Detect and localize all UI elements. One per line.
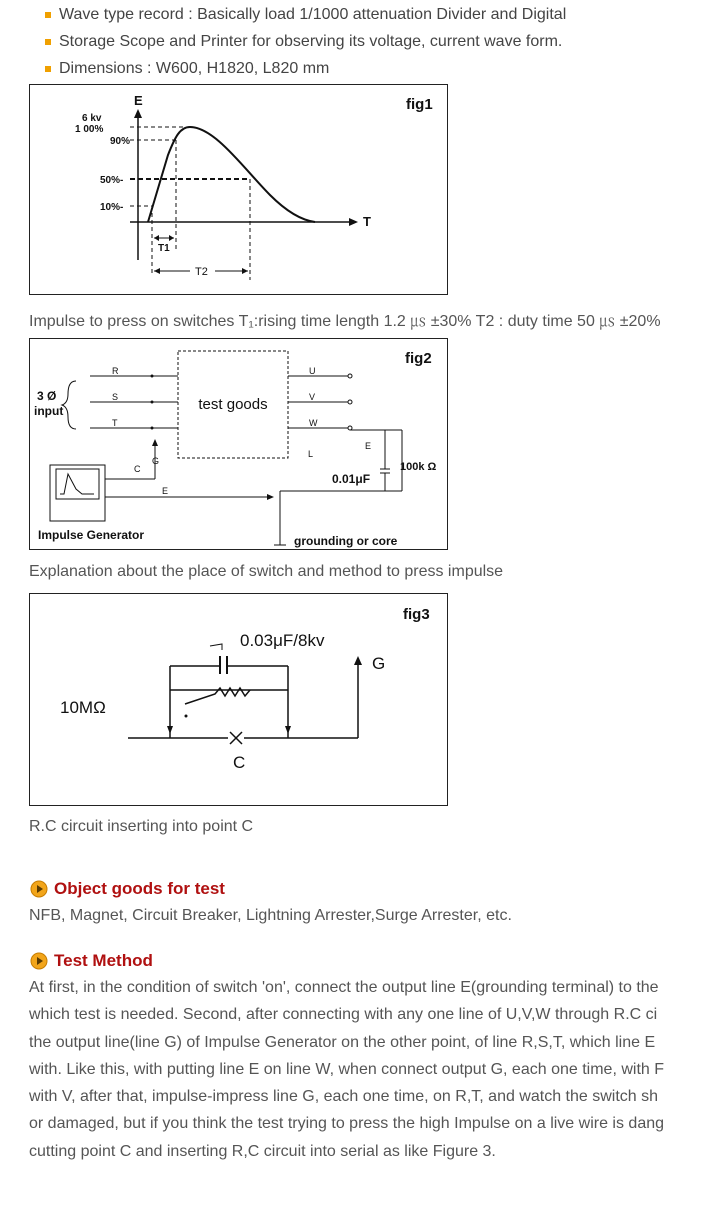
out-u-label: U bbox=[309, 366, 316, 376]
p90-label: 90% bbox=[110, 136, 131, 147]
axis-e-label: E bbox=[134, 93, 143, 108]
phase-label: 3 Ø bbox=[37, 389, 57, 403]
paragraph-line: with V, after that, impulse-impress line G, each one time, on R,T, and watch the switch sh bbox=[29, 1088, 659, 1106]
test-method-text bbox=[29, 974, 713, 1165]
c-label: C bbox=[233, 753, 246, 772]
test-method-heading bbox=[30, 951, 153, 971]
object-goods-heading bbox=[30, 879, 225, 899]
e-right-label: E bbox=[365, 441, 372, 451]
figure-tag: fig1 bbox=[406, 96, 433, 113]
input-label: input bbox=[34, 404, 64, 418]
g-label: G bbox=[152, 456, 160, 466]
ground-label: grounding or core bbox=[294, 534, 398, 548]
c-label: C bbox=[134, 464, 141, 474]
play-bullet-icon bbox=[30, 952, 48, 970]
t2-label: T2 bbox=[195, 266, 208, 278]
res-label: 100k Ω bbox=[400, 461, 437, 473]
figure-tag: fig3 bbox=[403, 606, 430, 623]
cap-label: 0.03μF/8kv bbox=[240, 631, 325, 650]
paragraph-line: the output line(line G) of Impulse Generator on the other point, of line R,S,T, which line E bbox=[29, 1033, 656, 1051]
figure-1-caption: Impulse to press on switches T₁:rising time length 1.2 ㎲ ±30% T2 : duty time 50 ㎲ ±20% bbox=[29, 313, 661, 330]
spec-item: Dimensions : W600, H1820, L820 mm bbox=[40, 58, 566, 85]
t1-label: T1 bbox=[158, 243, 170, 254]
waveform-diagram bbox=[30, 85, 447, 294]
spec-item: Wave type record : Basically load 1/1000 attenuation Divider and Digital bbox=[40, 4, 566, 31]
paragraph-line: At first, in the condition of switch 'on', connect the output line E(grounding terminal) to the bbox=[29, 979, 659, 996]
line-s-label: S bbox=[112, 392, 119, 402]
paragraph-line: cutting point C and inserting R,C circuit into serial as like Figure 3. bbox=[29, 1142, 496, 1160]
test-method-title: Test Method bbox=[54, 951, 153, 970]
out-l-label: L bbox=[308, 449, 314, 459]
res-label: 10MΩ bbox=[60, 698, 106, 717]
cap-label: 0.01μF bbox=[332, 472, 371, 486]
figure-2-wiring bbox=[29, 338, 448, 550]
axis-t-label: T bbox=[363, 214, 371, 229]
object-goods-text: NFB, Magnet, Circuit Breaker, Lightning Arrester,Surge Arrester, etc. bbox=[29, 907, 512, 924]
line-r-label: R bbox=[112, 366, 119, 376]
generator-label: Impulse Generator bbox=[38, 528, 145, 542]
figure-3-caption: R.C circuit inserting into point C bbox=[29, 818, 254, 835]
spec-item: Storage Scope and Printer for observing its voltage, current wave form. bbox=[40, 31, 566, 58]
paragraph-line: which test is needed. Second, after connecting with any one line of U,V,W through R.C ci bbox=[29, 1006, 658, 1024]
out-w-label: W bbox=[309, 418, 318, 428]
test-goods-label: test goods bbox=[198, 396, 268, 413]
line-t-label: T bbox=[112, 418, 118, 428]
figure-1-impulse-waveform bbox=[29, 84, 448, 295]
p50-label: 50%- bbox=[100, 175, 124, 186]
figure-2-caption: Explanation about the place of switch and method to press impulse bbox=[29, 563, 504, 580]
e-bottom-label: E bbox=[162, 486, 169, 496]
play-bullet-icon bbox=[30, 880, 48, 898]
kv-label: 6 kv bbox=[82, 113, 102, 124]
paragraph-line: or damaged, but if you think the test trying to press the high Impulse on a live wire is dang bbox=[29, 1115, 665, 1133]
p10-label: 10%- bbox=[100, 202, 124, 213]
figure-tag: fig2 bbox=[405, 350, 432, 367]
out-v-label: V bbox=[309, 392, 316, 402]
rc-circuit-diagram bbox=[30, 594, 447, 805]
figure-3-rc-circuit bbox=[29, 593, 448, 806]
wiring-diagram bbox=[30, 339, 447, 549]
g-label: G bbox=[372, 654, 386, 673]
p100-label: 1 00% bbox=[75, 124, 104, 135]
spec-list bbox=[40, 4, 566, 85]
paragraph-line: with. Like this, with putting line E on line W, when connect output G, each one time, with F bbox=[29, 1060, 664, 1078]
object-goods-title: Object goods for test bbox=[54, 879, 225, 898]
